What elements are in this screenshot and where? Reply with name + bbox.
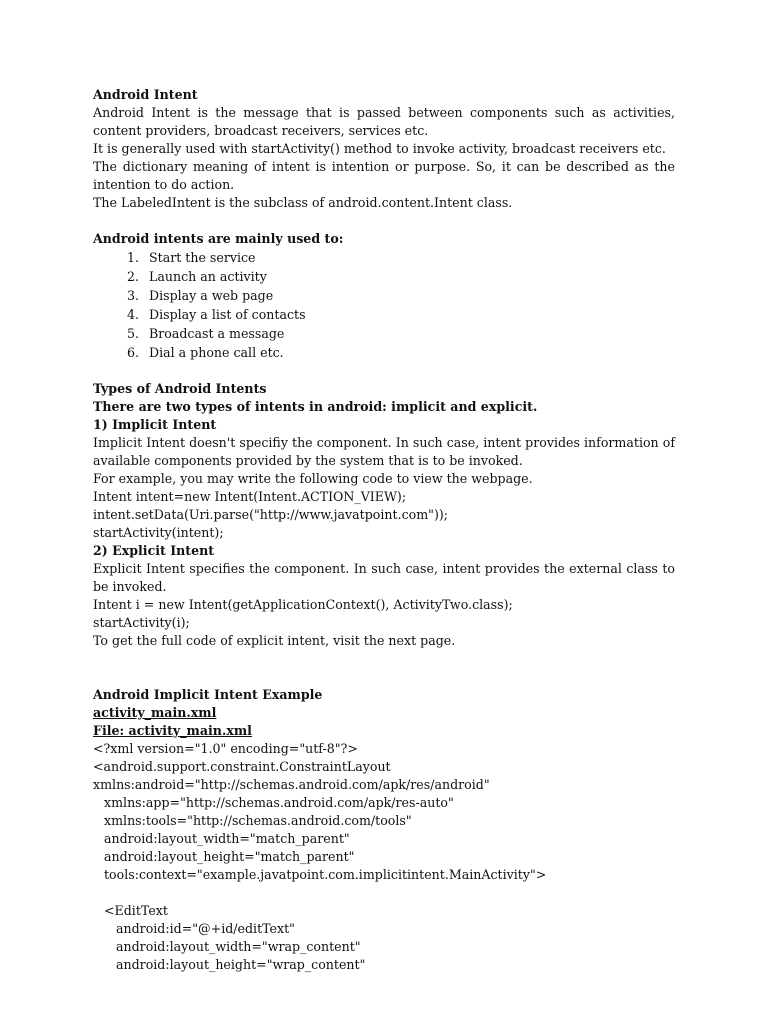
edittext-attr-line: android:layout_width="wrap_content" (116, 939, 361, 954)
intro-paragraph-3: The dictionary meaning of intent is intention or purpose. So, it can be described as the intention to do action. (93, 159, 675, 192)
list-item: 1. Start the service (126, 250, 256, 265)
document-body (93, 86, 675, 974)
file-label-heading: File: activity_main.xml (93, 723, 252, 738)
xml-line: <android.support.constraint.ConstraintLayout (93, 759, 391, 774)
edittext-open-line: <EditText (104, 903, 168, 918)
doc-title: Android Intent (93, 87, 198, 102)
explicit-heading: 2) Explicit Intent (93, 543, 215, 558)
intro-paragraph-4: The LabeledIntent is the subclass of android.content.Intent class. (93, 195, 513, 210)
types-subheading: There are two types of intents in android: implicit and explicit. (93, 399, 538, 414)
xml-attr-line: xmlns:tools="http://schemas.android.com/tools" (104, 813, 412, 828)
xml-attr-line: android:layout_width="match_parent" (104, 831, 350, 846)
list-item: 3. Display a web page (126, 288, 274, 303)
edittext-attr-line: android:layout_height="wrap_content" (116, 957, 366, 972)
code-line: Intent i = new Intent(getApplicationContext(), ActivityTwo.class); (93, 597, 513, 612)
code-line: startActivity(i); (93, 615, 190, 630)
example-heading: Android Implicit Intent Example (93, 687, 323, 702)
xml-line: xmlns:android="http://schemas.android.com/apk/res/android" (93, 777, 490, 792)
code-line: Intent intent=new Intent(Intent.ACTION_VIEW); (93, 489, 407, 504)
uses-list (93, 248, 675, 362)
intro-paragraph-2: It is generally used with startActivity() method to invoke activity, broadcast receivers etc. (93, 141, 666, 156)
code-line: startActivity(intent); (93, 525, 224, 540)
types-heading: Types of Android Intents (93, 381, 267, 396)
list-item: 4. Display a list of contacts (126, 307, 306, 322)
xml-attr-line: android:layout_height="match_parent" (104, 849, 355, 864)
file-name-heading: activity_main.xml (93, 705, 217, 720)
list-item: 6. Dial a phone call etc. (126, 345, 284, 360)
uses-heading: Android intents are mainly used to: (93, 231, 344, 246)
code-line: intent.setData(Uri.parse("http://www.javatpoint.com")); (93, 507, 449, 522)
xml-attr-line: tools:context="example.javatpoint.com.implicitintent.MainActivity"> (104, 867, 547, 882)
edittext-attr-line: android:id="@+id/editText" (116, 921, 295, 936)
intro-paragraph-1: Android Intent is the message that is passed between components such as activities, content providers, broadcast receivers, services etc. (93, 105, 675, 138)
explicit-note: To get the full code of explicit intent, visit the next page. (93, 633, 456, 648)
xml-attr-line: xmlns:app="http://schemas.android.com/apk/res-auto" (104, 795, 454, 810)
explicit-description: Explicit Intent specifies the component. In such case, intent provides the external class to be invoked. (93, 561, 675, 594)
implicit-example-intro: For example, you may write the following code to view the webpage. (93, 471, 533, 486)
xml-line: <?xml version="1.0" encoding="utf-8"?> (93, 741, 358, 756)
list-item: 2. Launch an activity (126, 269, 267, 284)
implicit-description: Implicit Intent doesn't specifiy the component. In such case, intent provides information of available components provided by the system that is to be invoked. (93, 435, 675, 468)
list-item: 5. Broadcast a message (126, 326, 285, 341)
implicit-heading: 1) Implicit Intent (93, 417, 217, 432)
